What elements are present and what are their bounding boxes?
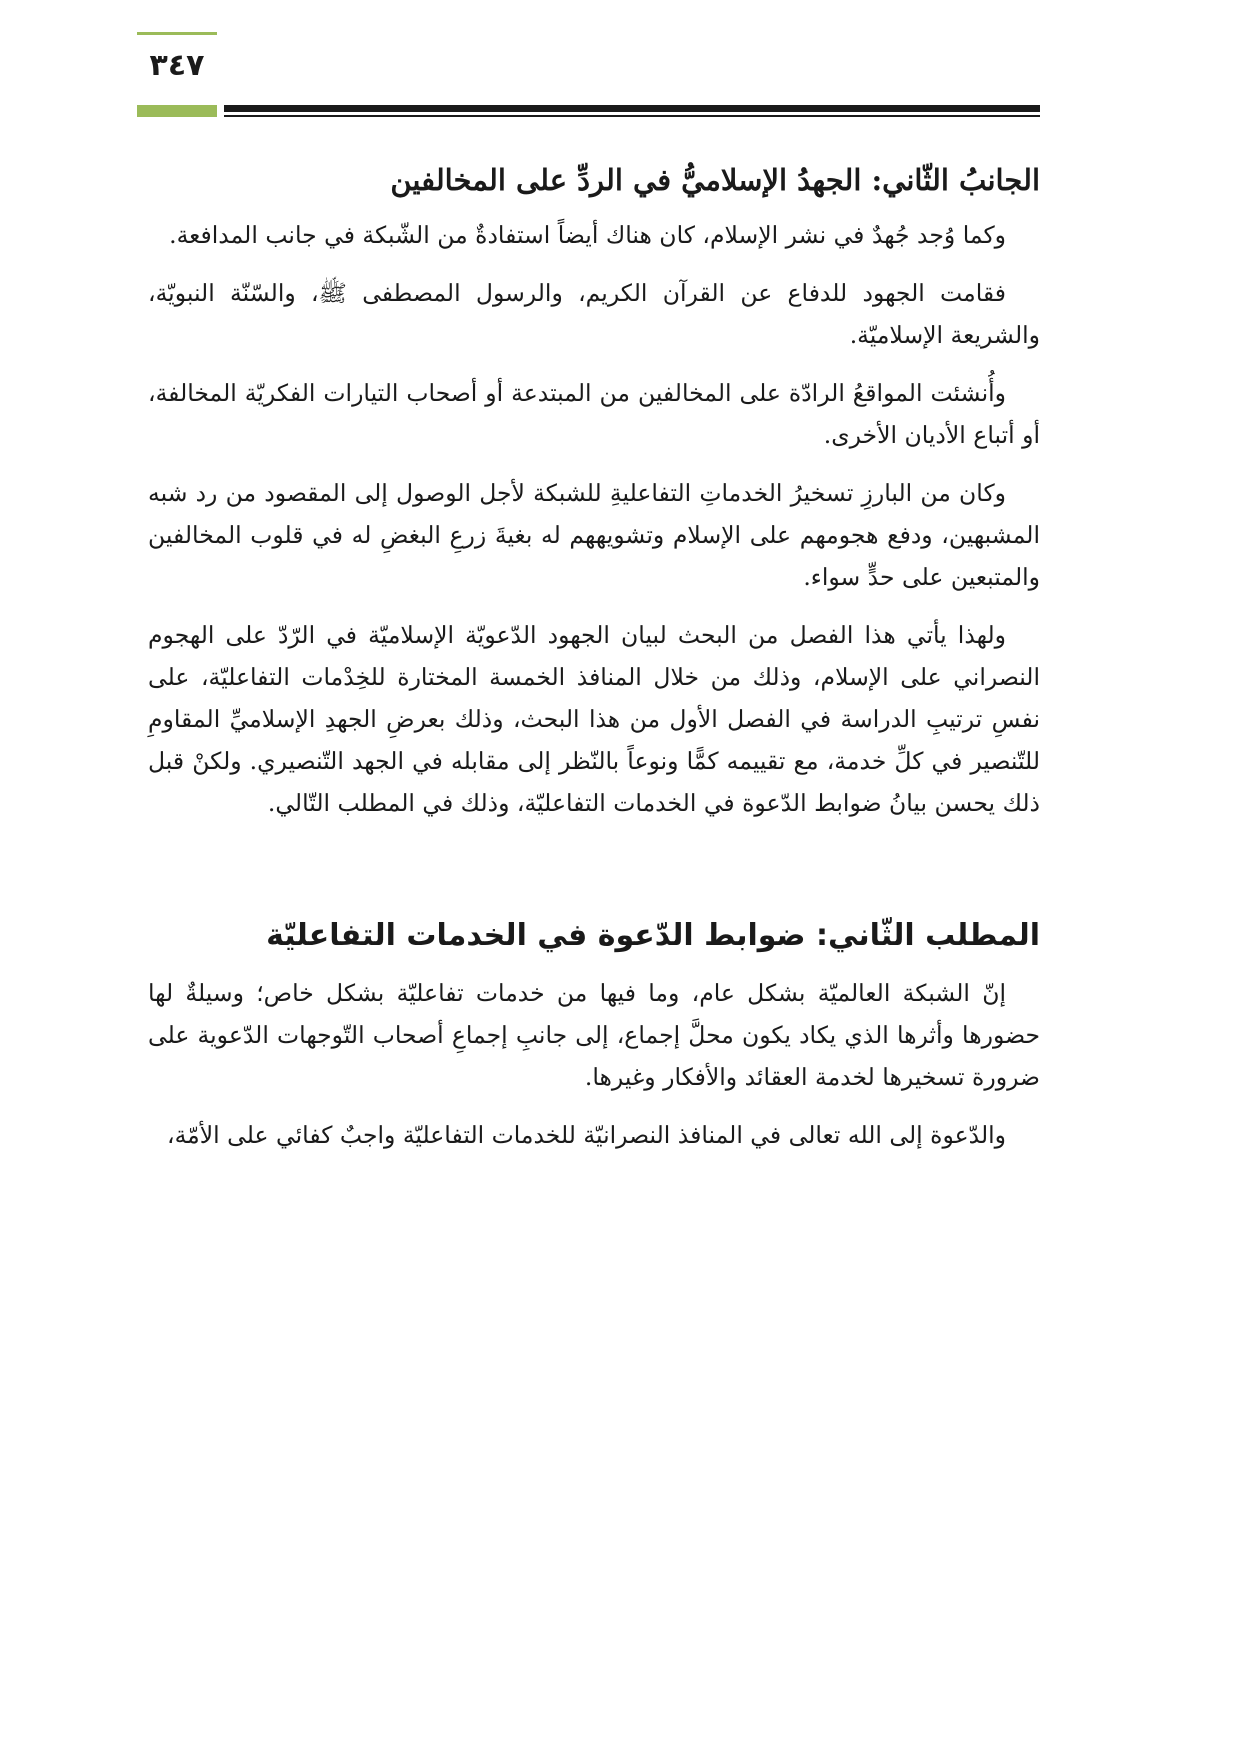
page-number: ٣٤٧ [149,48,205,83]
page-body [148,150,1040,1172]
paragraph: وكان من البارزِ تسخيرُ الخدماتِ التفاعليةِ للشبكة لأجل الوصول إلى المقصود من رد شبه المشبهين، ودفع هجومهم على الإسلام وتشويههم له بغيةَ زرعِ البغضِ له في قلوب المخالفين والمتبعين على حدٍّ سواء. [148,479,1040,591]
header-accent-line [137,32,217,35]
section-spacer [148,840,1040,906]
header-rule-thick [224,105,1040,112]
paragraph: والدّعوة إلى الله تعالى في المنافذ النصرانيّة للخدمات التفاعليّة واجبٌ كفائي على الأمّة، [167,1121,1006,1149]
paragraph: فقامت الجهود للدفاع عن القرآن الكريم، والرسول المصطفى ﷺ، والسّنّة النبويّة، والشريعة الإسلاميّة. [148,279,1040,349]
paragraph: ولهذا يأتي هذا الفصل من البحث لبيان الجهود الدّعويّة الإسلاميّة في الرّدّ على الهجوم النصراني على الإسلام، وذلك من خلال المنافذ الخمسة المختارة للخِدْمات التفاعليّة، على نفسِ ترتيبِ الدراسة في الفصل الأول من هذا البحث، وذلك بعرضِ الجهدِ الإسلاميِّ المقاومِ للتّنصير في كلِّ خدمة، مع تقييمه كمًّا ونوعاً بالنّظر إلى مقابله في الجهد التّنصيري. ولكنْ قبل ذلك يحسن بيانُ ضوابط الدّعوة في الخدمات التفاعليّة، وذلك في المطلب التّالي. [148,621,1040,817]
header-accent-block [137,105,217,117]
section-heading-1: الجانبُ الثّاني: الجهدُ الإسلاميُّ في الردِّ على المخالفين [390,163,1040,197]
header-rule-thin [224,115,1040,117]
paragraph: وكما وُجد جُهدٌ في نشر الإسلام، كان هناك أيضاً استفادةٌ من الشّبكة في جانب المدافعة. [169,221,1006,249]
paragraph: وأُنشئت المواقعُ الرادّة على المخالفين من المبتدعة أو أصحاب التيارات الفكريّة المخالفة، أو أتباع الأديان الأخرى. [148,379,1040,449]
section-heading-2: المطلب الثّاني: ضوابط الدّعوة في الخدمات التفاعليّة [266,918,1040,953]
paragraph: إنّ الشبكة العالميّة بشكل عام، وما فيها من خدمات تفاعليّة بشكل خاص؛ وسيلةٌ لها حضورها وأثرها الذي يكاد يكون محلَّ إجماع، إلى جانبِ إجماعِ أصحاب التّوجهات الدّعوية على ضرورة تسخيرها لخدمة العقائد والأفكار وغيرها. [148,979,1040,1091]
